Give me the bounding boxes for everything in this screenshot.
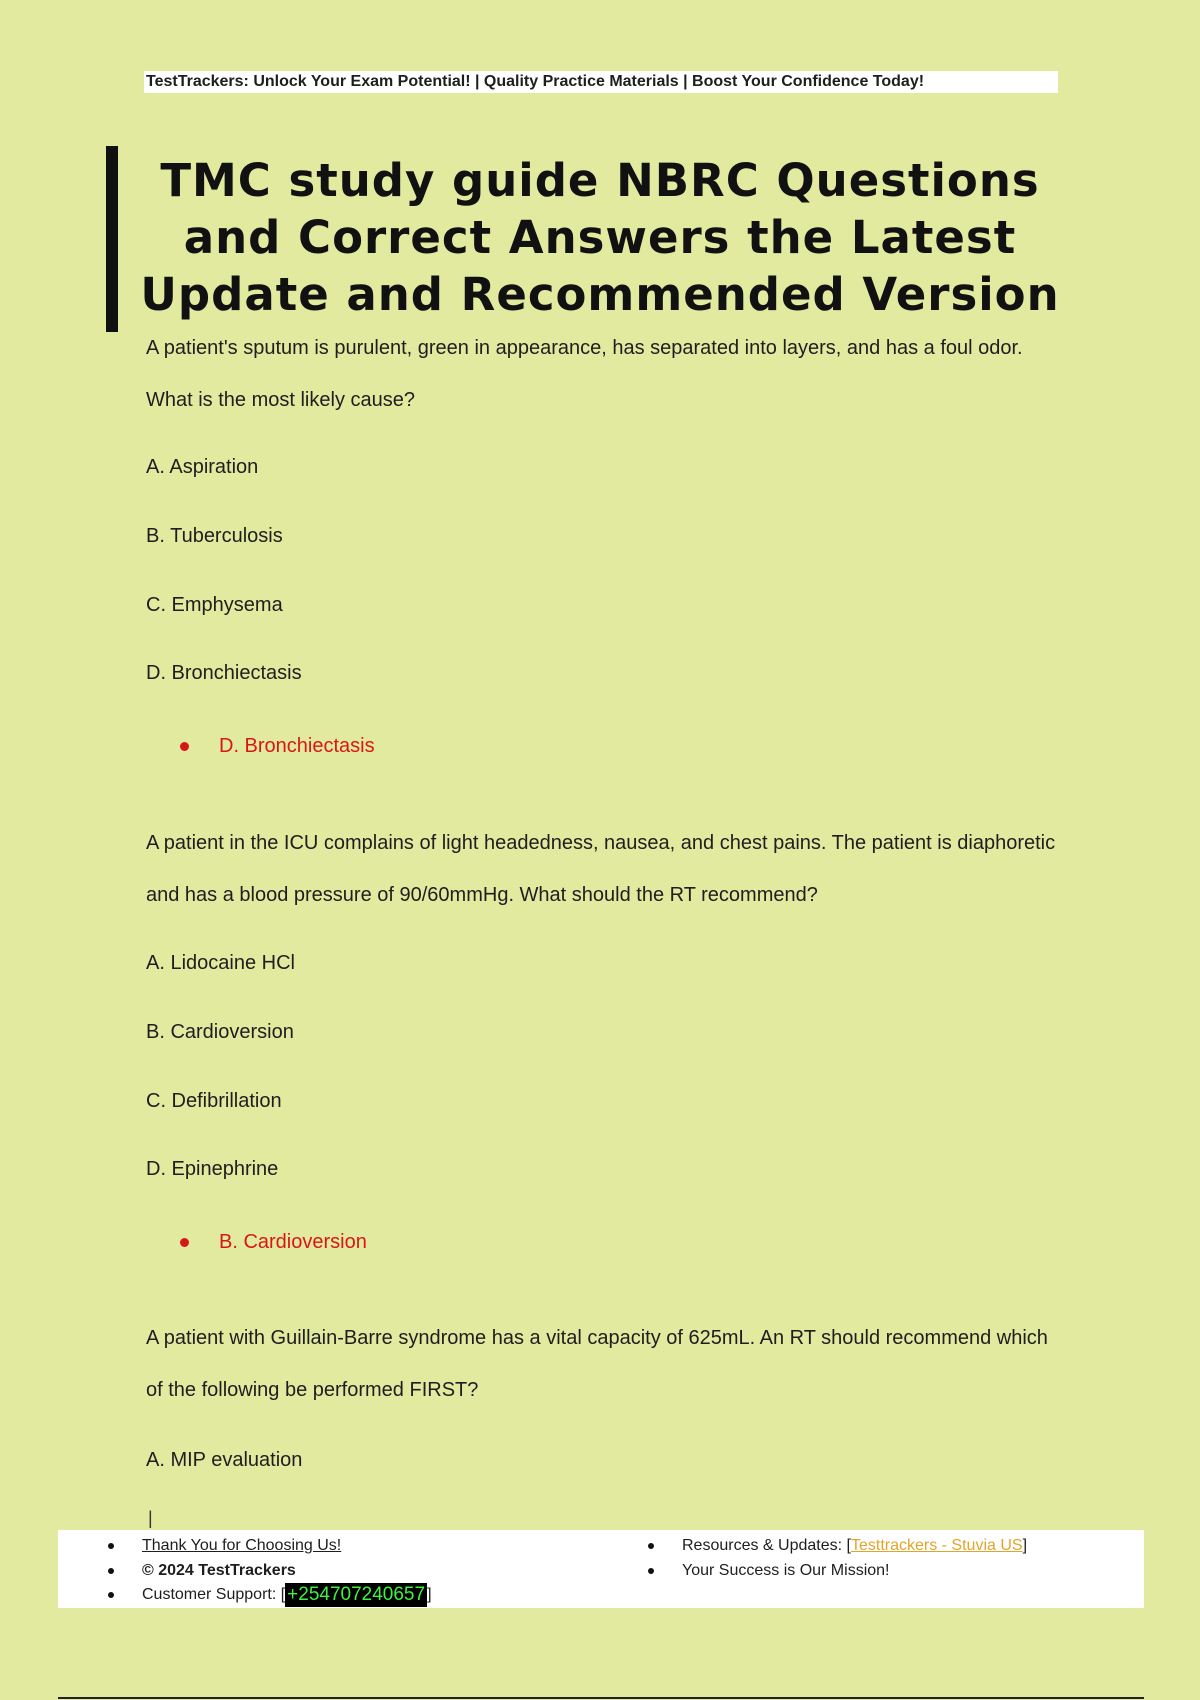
question-2-answer bbox=[180, 1231, 367, 1254]
footer-thanks-text: Thank You for Choosing Us! bbox=[142, 1537, 342, 1554]
bullet-icon bbox=[108, 1543, 114, 1549]
footer-support-label: Customer Support: [ bbox=[142, 1586, 286, 1603]
question-2-answer-text: B. Cardioversion bbox=[219, 1231, 367, 1253]
footer-resources-item bbox=[682, 1534, 1027, 1558]
text-cursor: | bbox=[148, 1508, 153, 1528]
bullet-icon bbox=[648, 1543, 654, 1549]
footer-mission-text: Your Success is Our Mission! bbox=[682, 1562, 890, 1579]
answer-bullet-icon bbox=[180, 1238, 189, 1247]
footer-support-close: ] bbox=[427, 1586, 432, 1603]
support-phone-link[interactable]: +254707240657 bbox=[287, 1584, 426, 1605]
question-2-option-d: D. Epinephrine bbox=[146, 1158, 279, 1180]
question-2-text: A patient in the ICU complains of light headedness, nausea, and chest pains. The patient is diaphoretic and has a blood pressure of 90/60mmHg. What should the RT recommend? bbox=[146, 832, 1056, 906]
footer-resources-close: ] bbox=[1022, 1537, 1028, 1554]
question-2-option-b: B. Cardioversion bbox=[146, 1021, 294, 1043]
footer-mission-item bbox=[682, 1559, 889, 1583]
footer bbox=[58, 1530, 1144, 1608]
answer-bullet-icon bbox=[180, 742, 189, 751]
question-3-option-a: A. MIP evaluation bbox=[146, 1449, 303, 1471]
question-1-option-b: B. Tuberculosis bbox=[146, 525, 283, 547]
title-accent-bar bbox=[106, 146, 118, 332]
footer-copyright-item bbox=[142, 1559, 296, 1583]
header-banner: TestTrackers: Unlock Your Exam Potential! | Quality Practice Materials | Boost Your Confidence Today! bbox=[144, 71, 1058, 93]
question-1-text: A patient's sputum is purulent, green in appearance, has separated into layers, and has a foul odor. What is the most likely cause? bbox=[146, 337, 1023, 411]
question-1-answer-text: D. Bronchiectasis bbox=[219, 735, 375, 757]
question-2-option-a: A. Lidocaine HCl bbox=[146, 952, 295, 974]
footer-resources-label: Resources & Updates: [ bbox=[682, 1537, 851, 1554]
question-1-option-a: A. Aspiration bbox=[146, 456, 259, 478]
question-1-answer bbox=[180, 735, 375, 758]
question-3-text: A patient with Guillain-Barre syndrome has a vital capacity of 625mL. An RT should recommend which of the following be performed FIRST? bbox=[146, 1327, 1048, 1401]
footer-support-item bbox=[142, 1583, 432, 1607]
question-1-option-c: C. Emphysema bbox=[146, 594, 283, 616]
footer-copyright-text: © 2024 TestTrackers bbox=[142, 1562, 296, 1579]
document-title: TMC study guide NBRC Questions and Correct Answers the Latest Update and Recommended Version bbox=[140, 154, 1060, 321]
resources-link[interactable]: Testtrackers - Stuvia US bbox=[850, 1537, 1023, 1554]
bullet-icon bbox=[108, 1568, 114, 1574]
question-1-option-d: D. Bronchiectasis bbox=[146, 662, 302, 684]
bullet-icon bbox=[108, 1592, 114, 1598]
question-2-option-c: C. Defibrillation bbox=[146, 1090, 282, 1112]
page-bottom-divider bbox=[58, 1697, 1144, 1699]
bullet-icon bbox=[648, 1568, 654, 1574]
footer-thanks-item bbox=[142, 1534, 341, 1558]
